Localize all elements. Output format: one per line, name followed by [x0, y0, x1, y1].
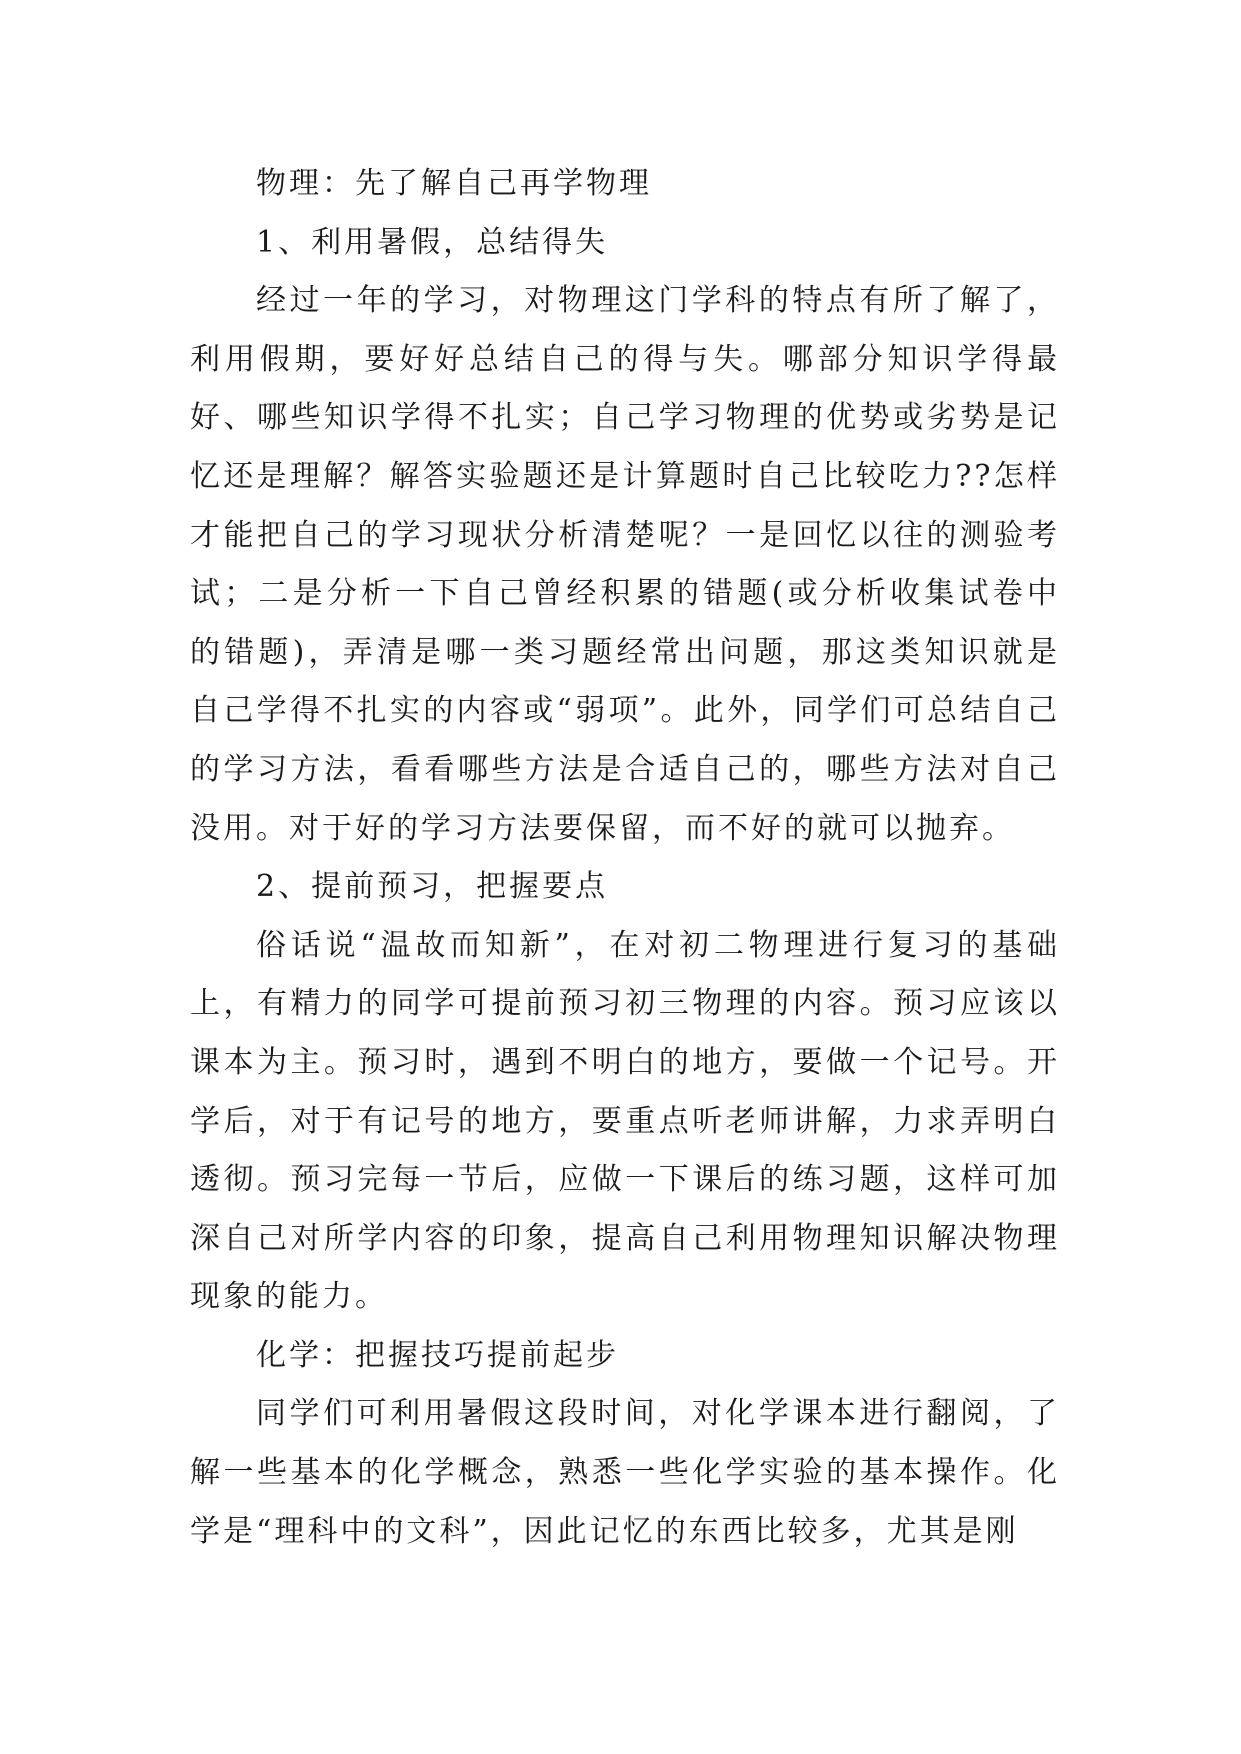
subheading-summer-summary: 1、利用暑假，总结得失	[256, 224, 609, 260]
paragraph-summary: 经过一年的学习，对物理这门学科的特点有所了解了，利用假期，要好好总结自己的得与失。哪部分知识学得最好、哪些知识学得不扎实；自己学习物理的优势或劣势是记忆还是理解？解答实验题还是计算题时自己比较吃力??怎样才能把自己的学习现状分析清楚呢？一是回忆以往的测验考试；二是分析一下自己曾经积累的错题(或分析收集试卷中的错题)，弄清是哪一类习题经常出问题，那这类知识就是自己学得不扎实的内容或“弱项”。此外，同学们可总结自己的学习方法，看看哪些方法是合适自己的，哪些方法对自己没用。对于好的学习方法要保留，而不好的就可以抛弃。	[190, 283, 1060, 846]
heading-chemistry: 化学：把握技巧提前起步	[256, 1337, 619, 1373]
paragraph-chemistry: 同学们可利用暑假这段时间，对化学课本进行翻阅，了解一些基本的化学概念，熟悉一些化学实验的基本操作。化学是“理科中的文科”，因此记忆的东西比较多，尤其是刚	[190, 1396, 1060, 1549]
subheading-preview: 2、提前预习，把握要点	[256, 869, 609, 905]
heading-physics: 物理：先了解自己再学物理	[256, 166, 652, 201]
document-body	[190, 155, 1060, 1561]
paragraph-preview: 俗话说“温故而知新”，在对初二物理进行复习的基础上，有精力的同学可提前预习初三物理的内容。预习应该以课本为主。预习时，遇到不明白的地方，要做一个记号。开学后，对于有记号的地方，要重点听老师讲解，力求弄明白透彻。预习完每一节后，应做一下课后的练习题，这样可加深自己对所学内容的印象，提高自己利用物理知识解决物理现象的能力。	[190, 927, 1060, 1315]
